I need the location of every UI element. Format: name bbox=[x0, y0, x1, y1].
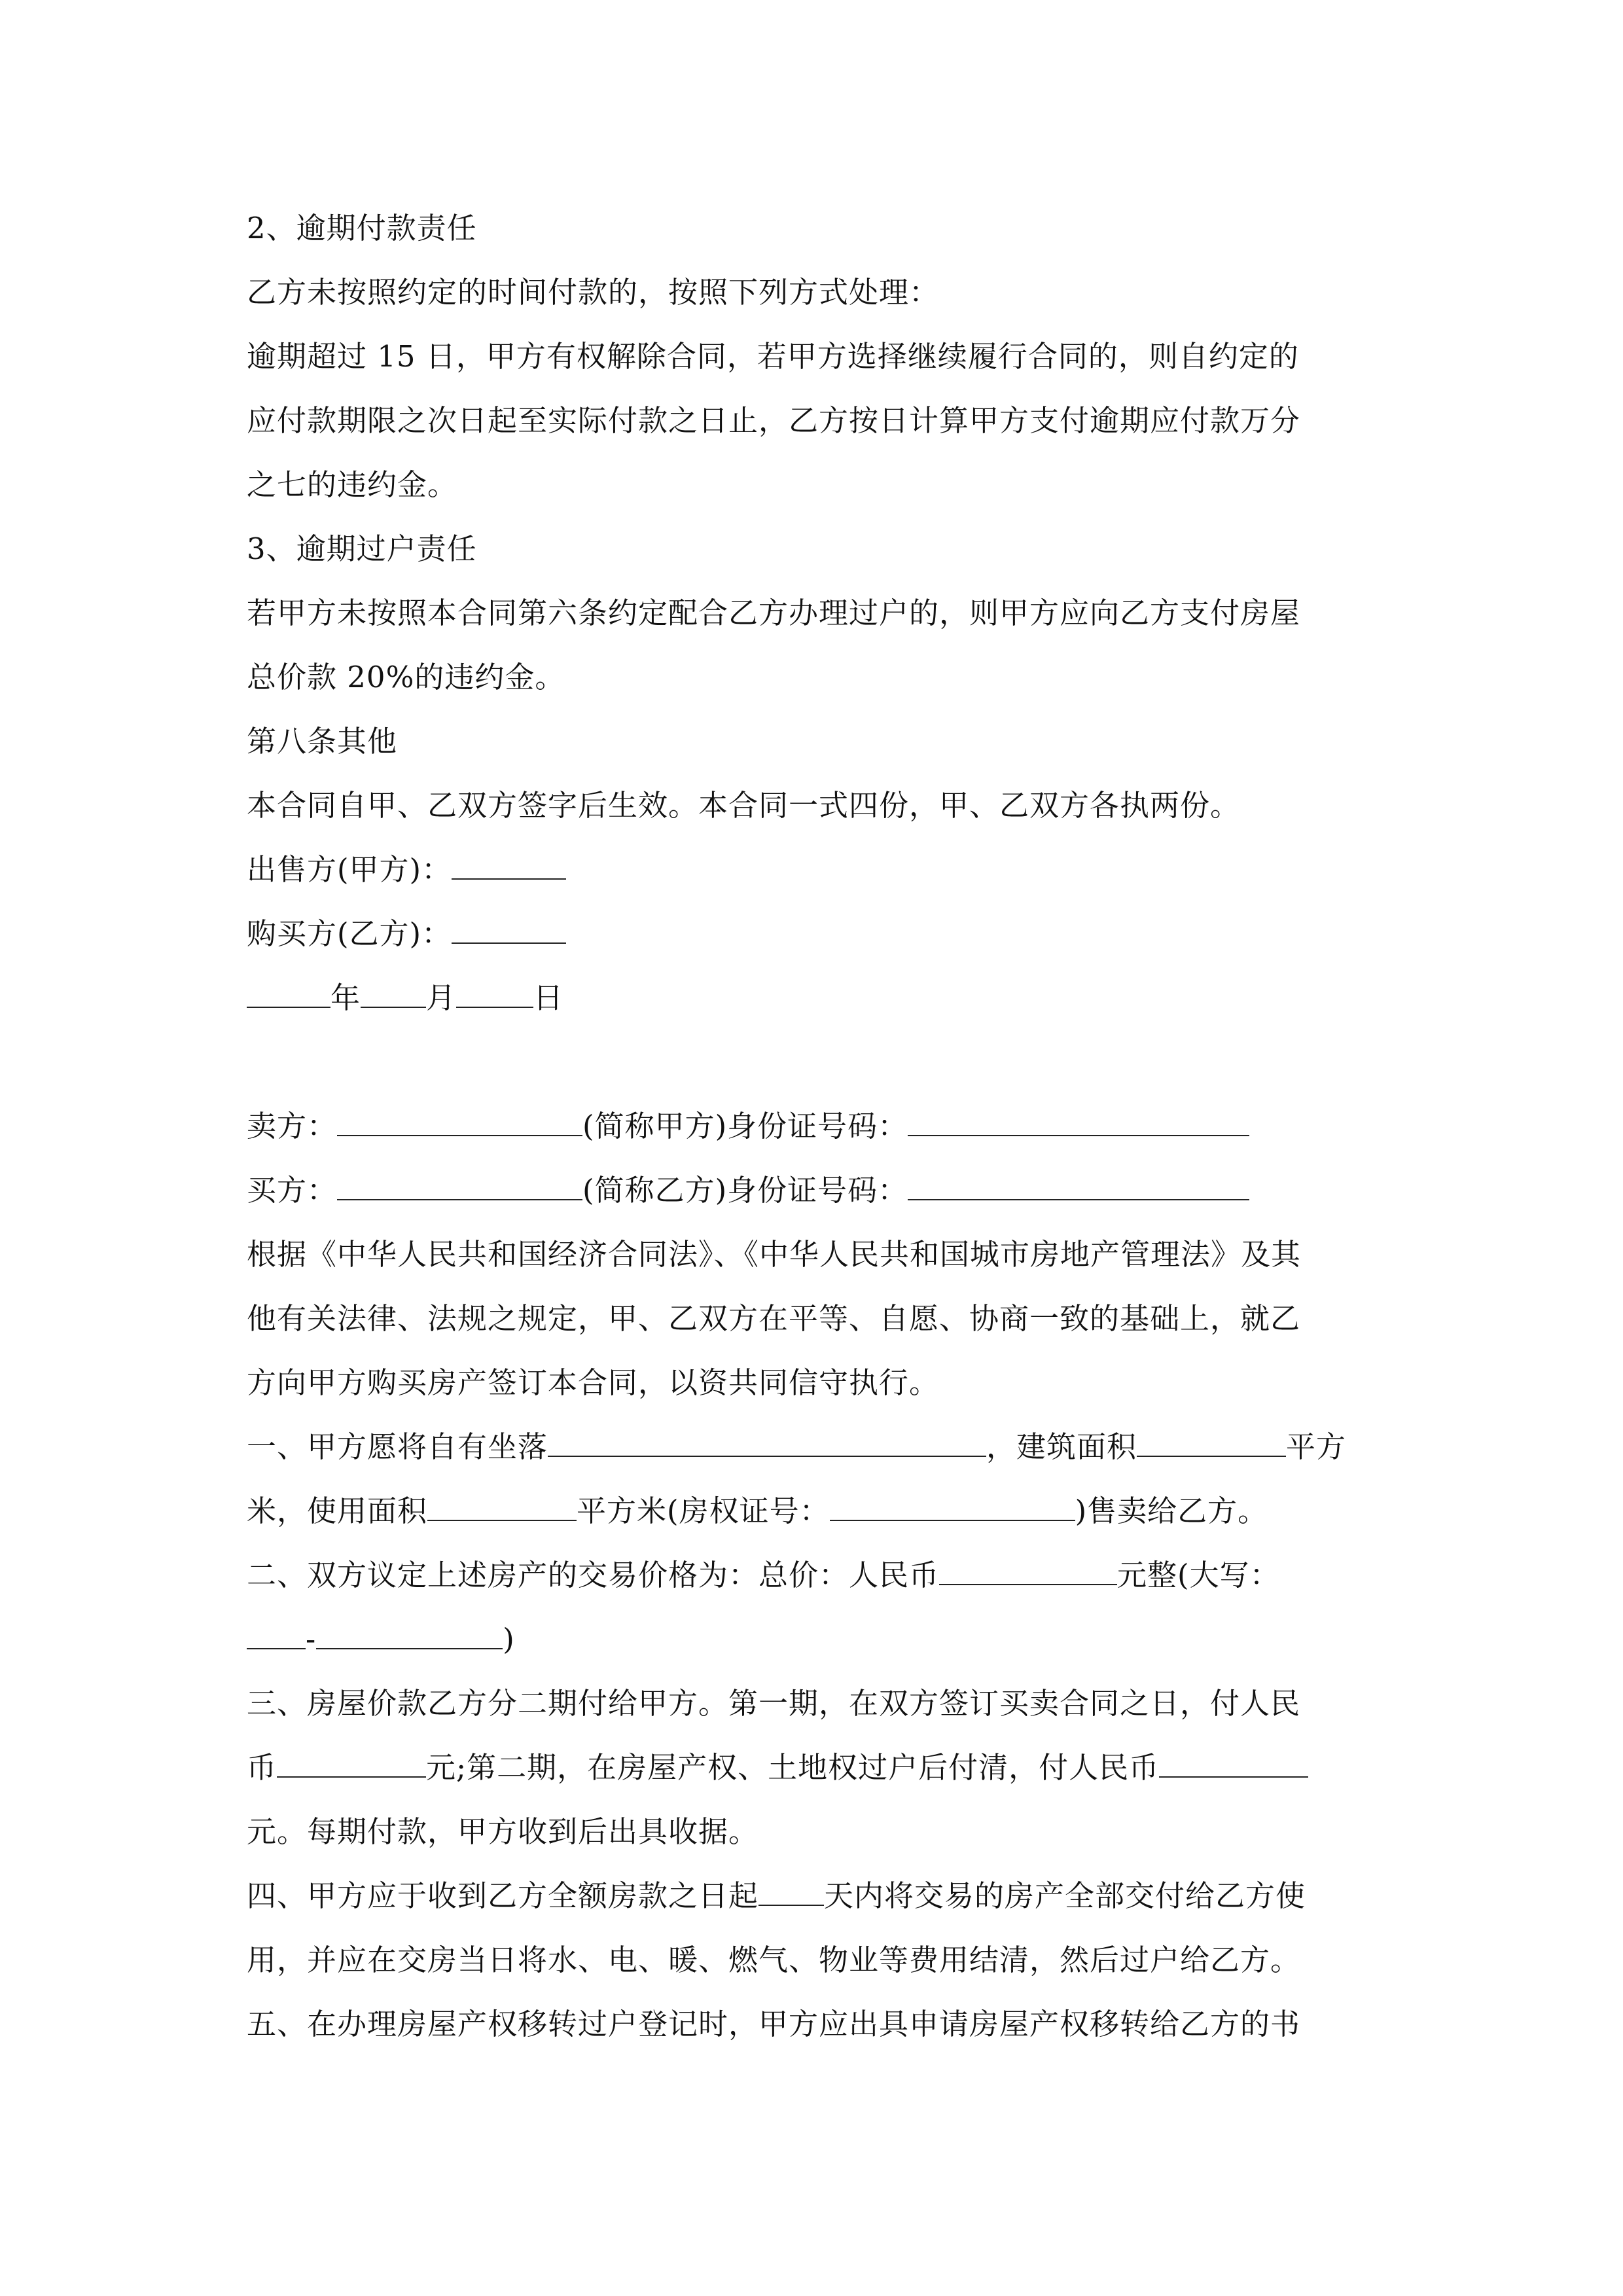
capital-amount-blank-1[interactable] bbox=[247, 1628, 306, 1649]
clause2-line1 bbox=[247, 1543, 1385, 1607]
seller-signature-label: 出售方(甲方)： bbox=[247, 852, 452, 887]
delivery-days-blank[interactable] bbox=[758, 1885, 824, 1906]
seller-signature-line bbox=[247, 838, 1385, 902]
clause1-text-c: 平方 bbox=[1286, 1429, 1347, 1464]
article8-body: 本合同自甲、乙双方签字后生效。本合同一式四份，甲、乙双方各执两份。 bbox=[247, 788, 1241, 823]
seller-name-blank[interactable] bbox=[337, 1115, 582, 1136]
year-blank[interactable] bbox=[247, 987, 330, 1008]
clause4-text-b: 天内将交易的房产全部交付给乙方使 bbox=[824, 1878, 1306, 1913]
seller-info-line bbox=[247, 1094, 1385, 1158]
usable-area-blank[interactable] bbox=[427, 1500, 577, 1521]
property-cert-blank[interactable] bbox=[830, 1500, 1075, 1521]
section-gap bbox=[247, 1030, 1385, 1094]
item2-body-line3: 之七的违约金。 bbox=[247, 467, 458, 502]
preamble-line1: 根据《中华人民共和国经济合同法》、《中华人民共和国城市房地产管理法》及其 bbox=[247, 1237, 1302, 1272]
clause4-text-a: 四、甲方应于收到乙方全额房款之日起 bbox=[247, 1878, 759, 1913]
total-price-blank[interactable] bbox=[939, 1564, 1117, 1585]
clause2-close: ) bbox=[503, 1622, 515, 1657]
article8-title: 第八条其他 bbox=[247, 724, 398, 759]
property-location-blank[interactable] bbox=[548, 1436, 986, 1457]
month-blank[interactable] bbox=[361, 987, 426, 1008]
buyer-abbr-label: (简称乙方)身份证号码： bbox=[582, 1173, 908, 1208]
clause3-line2 bbox=[247, 1736, 1385, 1800]
clause2-text-a: 二、双方议定上述房产的交易价格为：总价：人民币 bbox=[247, 1558, 940, 1592]
item3-body-line2: 总价款 20%的违约金。 bbox=[247, 660, 565, 694]
item2-intro: 乙方未按照约定的时间付款的，按照下列方式处理： bbox=[247, 275, 940, 310]
clause1-text-f: )售卖给乙方。 bbox=[1075, 1494, 1268, 1528]
preamble-line2: 他有关法律、法规之规定，甲、乙双方在平等、自愿、协商一致的基础上，就乙 bbox=[247, 1301, 1301, 1336]
item3-body-line1: 若甲方未按照本合同第六条约定配合乙方办理过户的，则甲方应向乙方支付房屋 bbox=[247, 596, 1301, 630]
clause3-line3: 元。每期付款，甲方收到后出具收据。 bbox=[247, 1814, 759, 1849]
item2-body-line2: 应付款期限之次日起至实际付款之日止，乙方按日计算甲方支付逾期应付款万分 bbox=[247, 403, 1301, 438]
year-label: 年 bbox=[330, 980, 361, 1015]
clause1-text-a: 一、甲方愿将自有坐落 bbox=[247, 1429, 548, 1464]
preamble-line3: 方向甲方购买房产签订本合同，以资共同信守执行。 bbox=[247, 1365, 940, 1400]
day-label: 日 bbox=[533, 980, 564, 1015]
capital-amount-blank-2[interactable] bbox=[316, 1628, 503, 1649]
seller-abbr-label: (简称甲方)身份证号码： bbox=[582, 1109, 908, 1143]
clause1-line1 bbox=[247, 1415, 1385, 1479]
clause3-text-c: 元;第二期，在房屋产权、土地权过户后付清，付人民币 bbox=[426, 1750, 1160, 1785]
clause4-line1 bbox=[247, 1864, 1385, 1928]
buyer-name-blank[interactable] bbox=[337, 1179, 582, 1200]
clause1-text-e: 平方米(房权证号： bbox=[577, 1494, 830, 1528]
buyer-id-blank[interactable] bbox=[908, 1179, 1249, 1200]
item2-title: 2、逾期付款责任 bbox=[247, 211, 477, 245]
buyer-info-line bbox=[247, 1158, 1385, 1223]
first-payment-blank[interactable] bbox=[277, 1757, 426, 1778]
clause1-text-b: ，建筑面积 bbox=[986, 1429, 1137, 1464]
clause2-line2 bbox=[247, 1607, 1385, 1672]
date-line bbox=[247, 966, 1385, 1030]
second-payment-blank[interactable] bbox=[1159, 1757, 1308, 1778]
seller-signature-blank[interactable] bbox=[452, 859, 566, 880]
item2-body-line1: 逾期超过 15 日，甲方有权解除合同，若甲方选择继续履行合同的，则自约定的 bbox=[247, 339, 1299, 374]
buyer-label: 买方： bbox=[247, 1173, 338, 1208]
buyer-signature-label: 购买方(乙方)： bbox=[247, 916, 452, 951]
clause2-text-b: 元整(大写： bbox=[1117, 1558, 1280, 1592]
clause5-line1: 五、在办理房屋产权移转过户登记时，甲方应出具申请房屋产权移转给乙方的书 bbox=[247, 2007, 1301, 2041]
clause2-dash: - bbox=[306, 1622, 317, 1657]
clause3-text-b: 币 bbox=[247, 1750, 277, 1785]
clause1-line2 bbox=[247, 1479, 1385, 1543]
document-page bbox=[247, 196, 1385, 2056]
clause3-line1: 三、房屋价款乙方分二期付给甲方。第一期，在双方签订买卖合同之日，付人民 bbox=[247, 1686, 1301, 1721]
clause1-text-d: 米，使用面积 bbox=[247, 1494, 428, 1528]
seller-id-blank[interactable] bbox=[908, 1115, 1249, 1136]
building-area-blank[interactable] bbox=[1137, 1436, 1286, 1457]
month-label: 月 bbox=[426, 980, 457, 1015]
seller-label: 卖方： bbox=[247, 1109, 338, 1143]
item3-title: 3、逾期过户责任 bbox=[247, 531, 477, 566]
buyer-signature-blank[interactable] bbox=[452, 923, 566, 944]
clause4-line2: 用，并应在交房当日将水、电、暖、燃气、物业等费用结清，然后过户给乙方。 bbox=[247, 1943, 1301, 1977]
day-blank[interactable] bbox=[456, 987, 533, 1008]
buyer-signature-line bbox=[247, 902, 1385, 966]
